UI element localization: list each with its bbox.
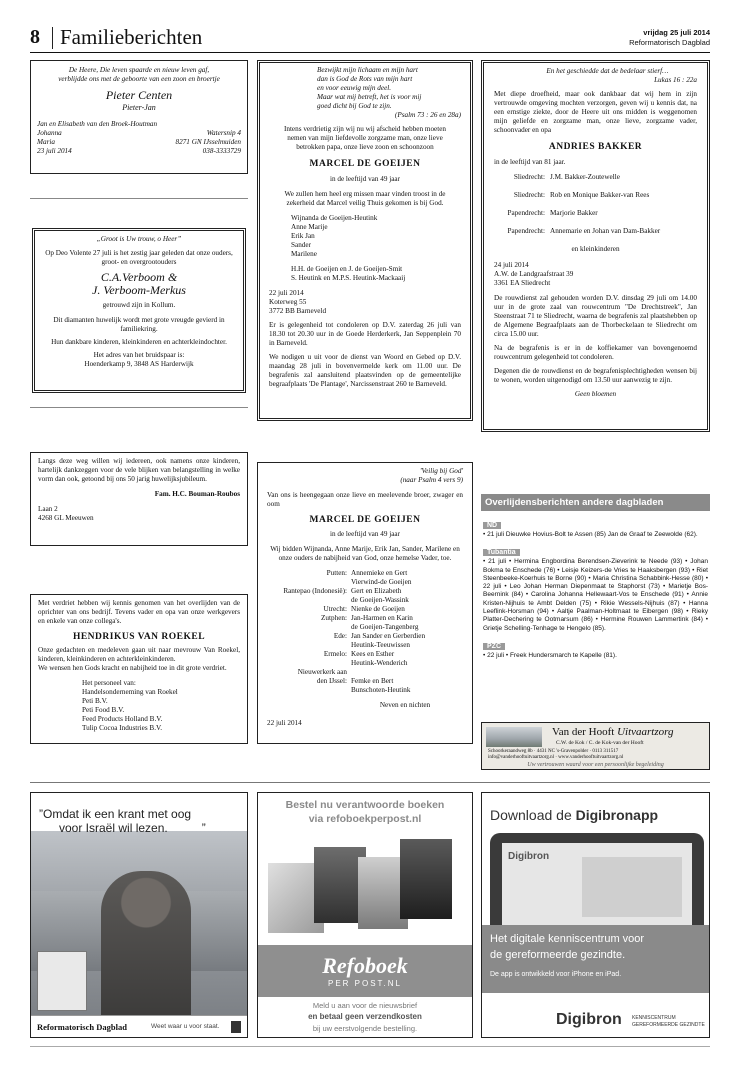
newspaper-label: ND <box>483 522 501 529</box>
family-row-names: Jan Sander en Gerberdien <box>351 632 426 640</box>
hooft-slogan: Uw vertrouwen waard voor een persoonlijke begeleiding <box>527 762 664 768</box>
family-row <box>267 605 463 614</box>
family-row-names: Bunschoten-Heutink <box>351 686 411 694</box>
family-row-place <box>267 641 351 650</box>
digibron-title-2: Digibronapp <box>575 807 659 823</box>
centen-quote: De Heere, Die leven spaarde en nieuw leven gaf, <box>68 66 210 74</box>
goeijen1-addr-2: 3772 BB Barneveld <box>269 307 327 315</box>
goeijen2-text: Wij bidden Wijnanda, Anne Marije, Erik Jan, Sander, Marilene en onze ouders de nabijheid van God, onze hemelse Vader, toe. <box>270 545 460 562</box>
family-row-names: Gert en Elizabeth <box>351 587 402 595</box>
digibron-text-2: de gereformeerde gezindte. <box>490 949 626 961</box>
family-row-place <box>267 623 351 632</box>
bakker-verse: En het geschiedde dat de bedelaar stierf… <box>546 67 669 75</box>
hooft-web: info@vanderhooftuitvaartzorg.nl · www.vanderhooftuitvaartzorg.nl <box>488 755 624 760</box>
family-row-names: Rob en Monique Bakker-van Rees <box>550 191 650 199</box>
verboom-celebration: Dit diamanten huwelijk wordt met grote vreugde gevierd in familiekring. <box>53 316 225 333</box>
overlijdens-block <box>481 494 710 706</box>
roekel-intro: Met verdriet hebben wij kennis genomen van het overlijden van de oprichter van ons bedrijf. Tevens vader en opa van onze werkgevers en enkele van onze collega's. <box>38 599 240 625</box>
goeijen2-age: in de leeftijd van 49 jaar <box>329 530 401 538</box>
family-row <box>494 173 697 182</box>
goeijen1-family-member: Marilene <box>291 250 317 258</box>
bakker-addr-1: A.W. de Landgraafstraat 39 <box>494 270 574 278</box>
family-row-place <box>267 686 351 695</box>
family-row <box>267 677 463 686</box>
family-row <box>494 191 697 200</box>
newspaper-image <box>37 951 87 1011</box>
refoboek-title-2: via refoboekperpost.nl <box>308 813 422 825</box>
death-entries: • 21 juli Dieuwke Hovius-Bolt te Assen (85) Jan de Graaf te Zeewolde (62). <box>483 531 698 538</box>
family-row-place <box>267 596 351 605</box>
refoboek-logo-sub: PER POST.NL <box>327 979 402 988</box>
centen-phone: 038-3333729 <box>202 147 241 155</box>
centen-date: 23 juli 2014 <box>37 147 72 155</box>
family-row-place: Rantepao (Indonesië): <box>283 587 347 595</box>
family-row <box>494 227 697 236</box>
header-paper: Reformatorisch Dagblad <box>629 38 710 47</box>
refoboek-title-1: Bestel nu verantwoorde boeken <box>285 799 445 811</box>
centen-parents: Jan en Elisabeth van den Broek-Houtman <box>37 120 158 128</box>
refoboek-line-2: en betaal geen verzendkosten <box>308 1012 422 1021</box>
hooft-people: C.W. de Kok / C. de Kok-van der Hooft <box>556 740 644 746</box>
family-row <box>267 632 463 641</box>
centen-addr-2: 8271 GN IJsselmuiden <box>175 138 241 146</box>
landscape-icon <box>486 727 542 747</box>
photo-man <box>31 831 247 1015</box>
goeijen1-family-member: Anne Marije <box>291 223 328 231</box>
refoboek-logo-band <box>258 945 472 997</box>
goeijen1-service: We nodigen u uit voor de dienst van Woord en Gebed op D.V. maandag 28 juli in bovenvermelde kerk om 11.00 uur. De begrafenis zal aansluitend plaatsvinden op de gemeentelijke begraafplaats 'De Plantage', Narcissenstraat 260 te Barneveld. <box>269 353 461 388</box>
goeijen1-family-member: Sander <box>291 241 311 249</box>
family-row-names: Heutink-Teeuwissen <box>351 641 410 649</box>
family-row <box>267 659 463 668</box>
verboom-notice <box>32 228 246 393</box>
family-row-place <box>267 659 351 668</box>
newspaper-label: PZC <box>483 643 505 650</box>
family-row <box>494 209 697 218</box>
family-row <box>267 686 463 695</box>
family-row-place: Papendrecht: <box>507 209 545 217</box>
roekel-notice <box>30 594 248 744</box>
family-row-names: Nienke de Goeijen <box>351 605 405 613</box>
bakker-coffee: Na de begrafenis is er in de koffiekamer van bovengenoemd rouwcentrum gelegenheid tot condoleren. <box>494 344 697 361</box>
family-row-names: Kees en Esther <box>351 650 395 658</box>
quote-open-icon: ” <box>39 807 43 821</box>
goeijen1-verse: Bezwijkt mijn lichaam en mijn hart <box>317 66 418 74</box>
family-row-place: den IJssel: <box>316 677 347 685</box>
digibron-logo-sub-2: GEREFORMEERDE GEZINDTE <box>632 1022 705 1028</box>
goeijen1-name: MARCEL DE GOEIJEN <box>309 159 421 169</box>
rd-slogan: Weet waar u voor staat. <box>151 1023 220 1030</box>
goeijen1-text: We zullen hem heel erg missen maar vinden troost in de zekerheid dat Marcel veilig Thuis gekomen is bij God. <box>284 190 446 207</box>
verboom-married: getrouwd zijn in Kollum. <box>102 301 176 309</box>
verboom-quote: „Groot is Uw trouw, o Heer” <box>96 235 182 243</box>
family-row-place: Sliedrecht: <box>513 191 545 199</box>
digibron-logo-sub-1: KENNISCENTRUM <box>632 1015 676 1021</box>
bakker-ref: Lukas 16 : 22a <box>654 76 697 84</box>
goeijen1-parents: S. Heutink en M.P.S. Heutink-Mackaaij <box>291 274 406 282</box>
roekel-text-2: We wensen hen Gods kracht en nabijheid toe in dit grote verdriet. <box>38 664 227 672</box>
roekel-company: Tulip Cocoa Industries B.V. <box>82 724 163 732</box>
hooft-ad <box>481 722 710 770</box>
goeijen2-family-list <box>267 569 463 695</box>
goeijen1-age: in de leeftijd van 49 jaar <box>329 175 401 183</box>
family-row-names: de Goeijen-Wassink <box>351 596 409 604</box>
refoboek-ad <box>257 792 473 1038</box>
digibron-title-1: Download de <box>490 807 576 823</box>
bakker-wishes: Degenen die de rouwdienst en de begrafenisplechtigheden wensen bij te wonen, worden uitgenodigd om 13.50 uur aanwezig te zijn. <box>494 367 697 384</box>
centen-quote-2: verblijdde ons met de geboorte van een zoon en broertje <box>58 75 220 83</box>
centen-nickname: Pieter-Jan <box>122 103 156 112</box>
family-row-place: Ermelo: <box>323 650 347 658</box>
family-row-place: Zutphen: <box>321 614 347 622</box>
family-row-place: Utrecht: <box>323 605 347 613</box>
verboom-address: Hoenderkamp 9, 3848 AS Harderwijk <box>84 360 194 368</box>
rd-quote-2: voor Israël wil lezen. <box>59 821 168 835</box>
family-row-names: Annemieke en Gert <box>351 569 408 577</box>
family-row-names: J.M. Bakker-Zoutewelle <box>550 173 620 181</box>
family-row-names: Vierwind-de Goeijen <box>351 578 412 586</box>
bakker-funeral: De rouwdienst zal gehouden worden D.V. dinsdag 29 juli om 14.00 uur in de grote zaal van rouwcentrum "De Drechtstreek", Jan Steenstraat 71 te Sliedrecht, waarna de begrafenis zal plaatshebben op de Algemene Begraafplaats aan de Thorbeckelaan te Sliedrecht om circa 15.00 uur. <box>494 294 697 338</box>
centen-child-2: Maria <box>37 138 55 146</box>
family-row <box>267 650 463 659</box>
quote-close-icon: ” <box>201 821 206 835</box>
family-row-place: Papendrecht: <box>507 227 545 235</box>
page-header <box>30 22 710 52</box>
bouman-notice <box>30 452 248 546</box>
header-date: vrijdag 25 juli 2014 <box>643 28 710 37</box>
page-number: 8 <box>30 26 40 48</box>
family-row-names: Heutink-Wenderich <box>351 659 408 667</box>
family-row <box>267 668 463 677</box>
verboom-name-2: J. Verboom-Merkus <box>92 283 186 297</box>
bakker-flowers: Geen bloemen <box>574 390 617 398</box>
centen-notice <box>30 60 248 174</box>
family-row-place: Nieuwerkerk aan <box>297 668 347 676</box>
verboom-address-label: Het adres van het bruidspaar is: <box>93 351 185 359</box>
rd-israel-ad <box>30 792 248 1038</box>
tablet-brand: Digibron <box>508 851 550 862</box>
goeijen1-verse: dan is God de Rots van mijn hart <box>317 75 413 83</box>
goeijen2-intro: Van ons is heengegaan onze lieve en meelevende broer, zwager en oom <box>267 491 463 508</box>
roekel-company: Peti B.V. <box>82 697 108 705</box>
family-row <box>267 569 463 578</box>
section-title: Familieberichten <box>60 25 203 49</box>
family-row <box>267 596 463 605</box>
goeijen1-family-member: Wijnanda de Goeijen-Heutink <box>291 214 378 222</box>
refoboek-logo: Refoboek <box>322 953 408 978</box>
refoboek-line-1: Meld u aan voor de nieuwsbrief <box>312 1001 418 1010</box>
bouman-text: Langs deze weg willen wij iedereen, ook namens onze kinderen, hartelijk dankzeggen voor de vele blijken van belangstelling in welke vorm dan ook, getoond bij ons 50 jarig huwelijksjubileum. <box>38 457 240 483</box>
goeijen-notice-2 <box>257 462 473 744</box>
bouman-family: Fam. H.C. Bouman-Roubos <box>154 490 240 498</box>
goeijen1-condolence: Er is gelegenheid tot condoleren op D.V. zaterdag 26 juli van 18.30 tot 20.30 uur in de Goede Herderkerk, Jan Seppenplein 70 in Barneveld. <box>269 321 461 347</box>
person-silhouette <box>101 871 191 1015</box>
bakker-intro: Met diepe droefheid, maar ook dankbaar dat wij hem in zijn vertrouwde omgeving mochten verzorgen, geven wij u kennis dat, na een ernstige ziekte, door de Heere uit ons midden is weggenomen mijn geliefde en zorgzame man, onze lieve, zorgzame vader, schoonvader en opa <box>494 90 697 134</box>
verboom-family: Hun dankbare kinderen, kleinkinderen en achterkleindochter. <box>51 338 227 346</box>
newspaper-label: Tubantia <box>483 549 520 556</box>
goeijen-notice-1 <box>257 60 473 421</box>
rd-quote-1: Omdat ik een krant met oog <box>43 807 192 821</box>
rd-mark-icon <box>231 1021 241 1033</box>
roekel-company: Handelsonderneming van Roekel <box>82 688 178 696</box>
digibron-ad <box>481 792 710 1038</box>
verboom-intro: Op Deo Volente 27 juli is het zestig jaar geleden dat onze ouders, groot- en overgrootouders <box>45 249 233 266</box>
bouman-addr-1: Laan 2 <box>38 505 58 513</box>
death-entries: • 22 juli • Freek Hundersmarch te Kapelle (81). <box>483 651 617 659</box>
goeijen1-verse: en voor eeuwig mijn deel. <box>317 84 392 92</box>
roekel-staff: Het personeel van: <box>82 679 136 687</box>
digibron-text-3: De app is ontwikkeld voor iPhone en iPad. <box>490 971 622 978</box>
family-row-names: de Goeijen-Tangenberg <box>351 623 419 631</box>
centen-child-1: Johanna <box>37 129 62 137</box>
family-row-names: Femke en Bert <box>351 677 394 685</box>
bakker-date: 24 juli 2014 <box>494 261 529 269</box>
bakker-addr-2: 3361 EA Sliedrecht <box>494 279 551 287</box>
family-row-place <box>267 578 351 587</box>
hooft-tag: Uitvaartzorg <box>617 726 674 738</box>
roekel-text-1: Onze gedachten en medeleven gaan uit naar mevrouw Van Roekel, kinderen, kleinkinderen en achterkleinkinderen. <box>38 646 240 663</box>
digibron-text-1: Het digitale kenniscentrum voor <box>490 933 645 945</box>
goeijen2-name: MARCEL DE GOEIJEN <box>309 515 421 525</box>
roekel-company: Peti Food B.V. <box>82 706 125 714</box>
digibron-logo: Digibron <box>556 1011 622 1028</box>
goeijen1-verse: Maar wat mij betreft, het is voor mij <box>317 93 422 101</box>
hooft-name: Van der Hooft <box>552 726 615 738</box>
goeijen1-family-member: Erik Jan <box>291 232 315 240</box>
family-row-names: Jan-Harmen en Karin <box>351 614 413 622</box>
family-row <box>267 641 463 650</box>
goeijen2-nephews: Neven en nichten <box>379 701 431 709</box>
family-row <box>267 578 463 587</box>
bakker-family-list <box>494 173 697 236</box>
hooft-address: Schoorkeraandweg 8b · 4431 NC 's-Gravenpolder · 0113 311517 <box>488 749 619 754</box>
verboom-name-1: C.A.Verboom & <box>100 270 178 284</box>
family-row-names: Annemarie en Johan van Dam-Bakker <box>550 227 661 235</box>
goeijen1-date: 22 juli 2014 <box>269 289 304 297</box>
goeijen1-psalm: (Psalm 73 : 26 en 28a) <box>394 111 461 119</box>
centen-addr-1: Watersnip 4 <box>206 129 241 137</box>
family-row <box>267 614 463 623</box>
death-entries: • 21 juli • Hermina Engbordina Berendsen-Zieverink te Neede (93) • Johan Bokma te Enschede (76) • Leisje Keizers-de Vries te Haaksbergen (93) • Riet Steenbeeke-Koerhuis te Borne (90) • Maria Christina Schabbink-Hesse (80) • 22 juli • Leo Johan Herman Diepenmaat te Staphorst (73) • Marietje Bos-Beernink (84) • Carolina Johanna Hellewaart-Vos te Enschede (91) • Annie Kristen-Nijhuis te Ambt Delden (75) • Rikie Wessels-Nijhuis (87) • Hanna Leeflink-Horsman (94) • Aaltje Paalman-Holtmaat te Eibergen (98) • Rieky Platter-Dechering te Ootmarsum (86) • Hermine Rouwen Lammertink (84) • Grietje Schelling-Tenhage te Hengelo (85). <box>483 558 708 632</box>
roekel-company: Feed Products Holland B.V. <box>82 715 163 723</box>
goeijen1-verse: goed dicht bij God te zijn. <box>317 102 392 110</box>
book-stack-image <box>268 833 464 937</box>
family-row-place: Putten: <box>326 569 347 577</box>
bouman-addr-2: 4268 GL Meeuwen <box>38 514 94 522</box>
bakker-grandchildren: en kleinkinderen <box>571 245 620 253</box>
refoboek-line-3: bij uw eerstvolgende bestelling. <box>312 1024 418 1033</box>
family-row <box>267 623 463 632</box>
goeijen1-addr-1: Koterweg 55 <box>269 298 307 306</box>
goeijen1-intro: Intens verdrietig zijn wij nu wij afscheid hebben moeten nemen van mijn liefdevolle zorgzame man, onze lieve betrokken papa, onze lieve zoon en schoonzoon <box>283 125 447 151</box>
overlijdens-title: Overlijdensberichten andere dagbladen <box>481 494 710 511</box>
family-row <box>267 587 463 596</box>
centen-name: Pieter Centen <box>105 88 173 102</box>
goeijen1-parents: H.H. de Goeijen en J. de Goeijen-Smit <box>291 265 403 273</box>
bakker-name: ANDRIES BAKKER <box>548 142 643 152</box>
family-row-place: Ede: <box>333 632 347 640</box>
rd-logo: Reformatorisch Dagblad <box>37 1022 127 1032</box>
goeijen2-date: 22 juli 2014 <box>267 719 302 727</box>
family-row-names: Marjorie Bakker <box>550 209 598 217</box>
bakker-notice <box>481 60 710 432</box>
bakker-age: in de leeftijd van 81 jaar. <box>494 158 566 166</box>
family-row-place: Sliedrecht: <box>513 173 545 181</box>
goeijen2-verse: 'Veilig bij God' <box>419 467 463 475</box>
roekel-name: HENDRIKUS VAN ROEKEL <box>72 632 206 642</box>
goeijen2-psalm: (naar Psalm 4 vers 9) <box>400 476 463 484</box>
tablet-image <box>490 833 704 925</box>
